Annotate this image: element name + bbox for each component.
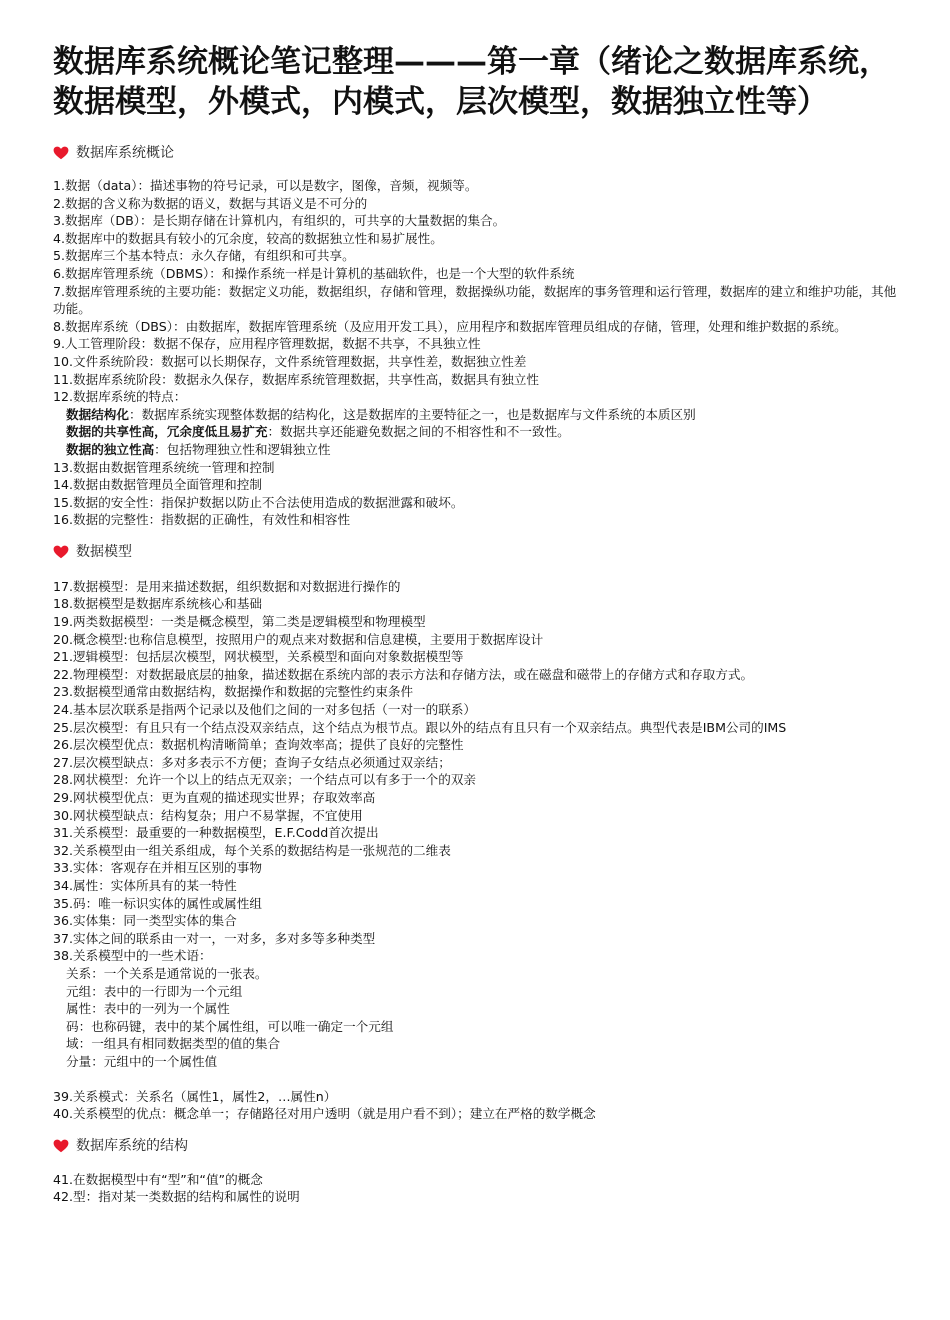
list-item: 37.实体之间的联系由一对一，一对多，多对多等多种类型 — [53, 930, 376, 946]
list-item: 27.层次模型缺点：多对多表示不方便；查询子女结点必须通过双亲结； — [53, 754, 451, 770]
section-list-data-model — [53, 578, 900, 1123]
feature-term: 数据的独立性高 — [66, 441, 155, 457]
list-item: 24.基本层次联系是指两个记录以及他们之间的一对多包括（一对一的联系） — [53, 702, 477, 718]
list-item: 3.数据库（DB）：是长期存储在计算机内，有组织的，可共享的大量数据的集合。 — [53, 213, 506, 229]
list-item: 30.网状模型缺点：结构复杂；用户不易掌握，不宜使用 — [53, 807, 363, 823]
list-item: 7.数据库管理系统的主要功能：数据定义功能，数据组织，存储和管理，数据操纵功能，数据库的事务管理和运行管理，数据库的建立和维护功能，其他功能。 — [53, 283, 897, 317]
list-item: 4.数据库中的数据具有较小的冗余度，较高的数据独立性和易扩展性。 — [53, 230, 443, 246]
feature-item — [53, 441, 900, 459]
list-item: 39.关系模式：关系名（属性1，属性2，…属性n） — [53, 1088, 337, 1104]
feature-item — [53, 406, 900, 424]
list-item: 23.数据模型通常由数据结构，数据操作和数据的完整性约束条件 — [53, 684, 414, 700]
list-item: 10.文件系统阶段：数据可以长期保存，文件系统管理数据，共享性差，数据独立性差 — [53, 353, 527, 369]
list-item: 11.数据库系统阶段：数据永久保存，数据库系统管理数据，共享性高，数据具有独立性 — [53, 371, 539, 387]
section-list-structure — [53, 1171, 900, 1206]
list-item: 41.在数据模型中有“型”和“值”的概念 — [53, 1171, 263, 1187]
list-item: 28.网状模型：允许一个以上的结点无双亲；一个结点可以有多于一个的双亲 — [53, 772, 477, 788]
section-heading-label: 数据模型 — [76, 543, 132, 560]
list-item: 36.实体集：同一类型实体的集合 — [53, 913, 237, 929]
term-item: 属性：表中的一列为一个属性 — [66, 1001, 230, 1017]
list-item: 34.属性：实体所具有的某一特性 — [53, 877, 237, 893]
list-item: 40.关系模型的优点：概念单一；存储路径对用户透明（就是用户看不到）；建立在严格的数学概念 — [53, 1106, 596, 1122]
page-title: 数据库系统概论笔记整理———第一章（绪论之数据库系统，数据模型，外模式，内模式，层次模型，数据独立性等） — [53, 44, 890, 120]
term-item: 分量：元组中的一个属性值 — [66, 1053, 218, 1069]
section-heading-overview — [53, 144, 900, 162]
feature-term: 数据的共享性高，冗余度低且易扩充 — [66, 424, 268, 440]
list-item: 26.层次模型优点：数据机构清晰简单；查询效率高；提供了良好的完整性 — [53, 737, 464, 753]
list-item: 17.数据模型：是用来描述数据，组织数据和对数据进行操作的 — [53, 578, 401, 594]
list-item: 1.数据（data）：描述事物的符号记录，可以是数字，图像，音频，视频等。 — [53, 178, 478, 193]
term-item: 码：也称码键，表中的某个属性组，可以唯一确定一个元组 — [66, 1018, 394, 1034]
section-list-overview — [53, 177, 900, 529]
term-item: 域：一组具有相同数据类型的值的集合 — [66, 1036, 281, 1052]
spacer — [53, 1071, 900, 1088]
list-item: 31.关系模型：最重要的一种数据模型，E.F.Codd首次提出 — [53, 825, 379, 841]
section-heading-data-model — [53, 543, 900, 561]
list-item: 42.型：指对某一类数据的结构和属性的说明 — [53, 1189, 300, 1205]
list-item: 13.数据由数据管理系统统一管理和控制 — [53, 459, 275, 475]
heart-icon — [53, 1139, 69, 1153]
list-item: 38.关系模型中的一些术语： — [53, 948, 212, 964]
list-item: 5.数据库三个基本特点：永久存储，有组织和可共享。 — [53, 248, 355, 264]
list-item: 19.两类数据模型：一类是概念模型，第二类是逻辑模型和物理模型 — [53, 614, 426, 630]
feature-item — [53, 423, 900, 441]
feature-text: ：数据库系统实现整体数据的结构化，这是数据库的主要特征之一，也是数据库与文件系统的本质区别 — [128, 406, 696, 422]
section-heading-label: 数据库系统概论 — [76, 145, 174, 161]
feature-text: ：数据共享还能避免数据之间的不相容性和不一致性。 — [267, 424, 570, 440]
list-item: 9.人工管理阶段：数据不保存，应用程序管理数据，数据不共享，不具独立性 — [53, 336, 481, 352]
list-item: 29.网状模型优点：更为直观的描述现实世界；存取效率高 — [53, 790, 376, 805]
list-item: 12.数据库系统的特点： — [53, 389, 187, 405]
list-item: 8.数据库系统（DBS）：由数据库，数据库管理系统（及应用开发工具），应用程序和数据库管理员组成的存储，管理，处理和维护数据的系统。 — [53, 318, 847, 334]
list-item: 33.实体：客观存在并相互区别的事物 — [53, 860, 262, 876]
list-item: 18.数据模型是数据库系统核心和基础 — [53, 596, 262, 612]
section-heading-label: 数据库系统的结构 — [76, 1137, 188, 1154]
list-item: 32.关系模型由一组关系组成，每个关系的数据结构是一张规范的二维表 — [53, 842, 451, 858]
list-item: 16.数据的完整性：指数据的正确性，有效性和相容性 — [53, 512, 351, 528]
list-item: 6.数据库管理系统（DBMS）：和操作系统一样是计算机的基础软件，也是一个大型的软件系统 — [53, 265, 575, 281]
term-item: 关系：一个关系是通常说的一张表。 — [66, 965, 268, 981]
list-item: 22.物理模型：对数据最底层的抽象，描述数据在系统内部的表示方法和存储方法，或在磁盘和磁带上的存储方式和存取方式。 — [53, 666, 754, 682]
list-item: 35.码：唯一标识实体的属性或属性组 — [53, 895, 262, 911]
list-item: 14.数据由数据管理员全面管理和控制 — [53, 477, 262, 493]
heart-icon — [53, 146, 69, 160]
heart-icon — [53, 545, 69, 559]
list-item: 20.概念模型:也称信息模型，按照用户的观点来对数据和信息建模，主要用于数据库设计 — [53, 631, 544, 647]
feature-text: ：包括物理独立性和逻辑独立性 — [154, 441, 331, 457]
section-heading-structure — [53, 1137, 900, 1155]
feature-term: 数据结构化 — [66, 406, 129, 422]
term-item: 元组：表中的一行即为一个元组 — [66, 983, 243, 999]
list-item: 21.逻辑模型：包括层次模型，网状模型，关系模型和面向对象数据模型等 — [53, 649, 464, 665]
list-item: 15.数据的安全性：指保护数据以防止不合法使用造成的数据泄露和破坏。 — [53, 494, 464, 510]
list-item: 25.层次模型：有且只有一个结点没双亲结点，这个结点为根节点。跟以外的结点有且只有一个双亲结点。典型代表是IBM公司的IMS — [53, 719, 787, 735]
list-item: 2.数据的含义称为数据的语义，数据与其语义是不可分的 — [53, 195, 368, 211]
